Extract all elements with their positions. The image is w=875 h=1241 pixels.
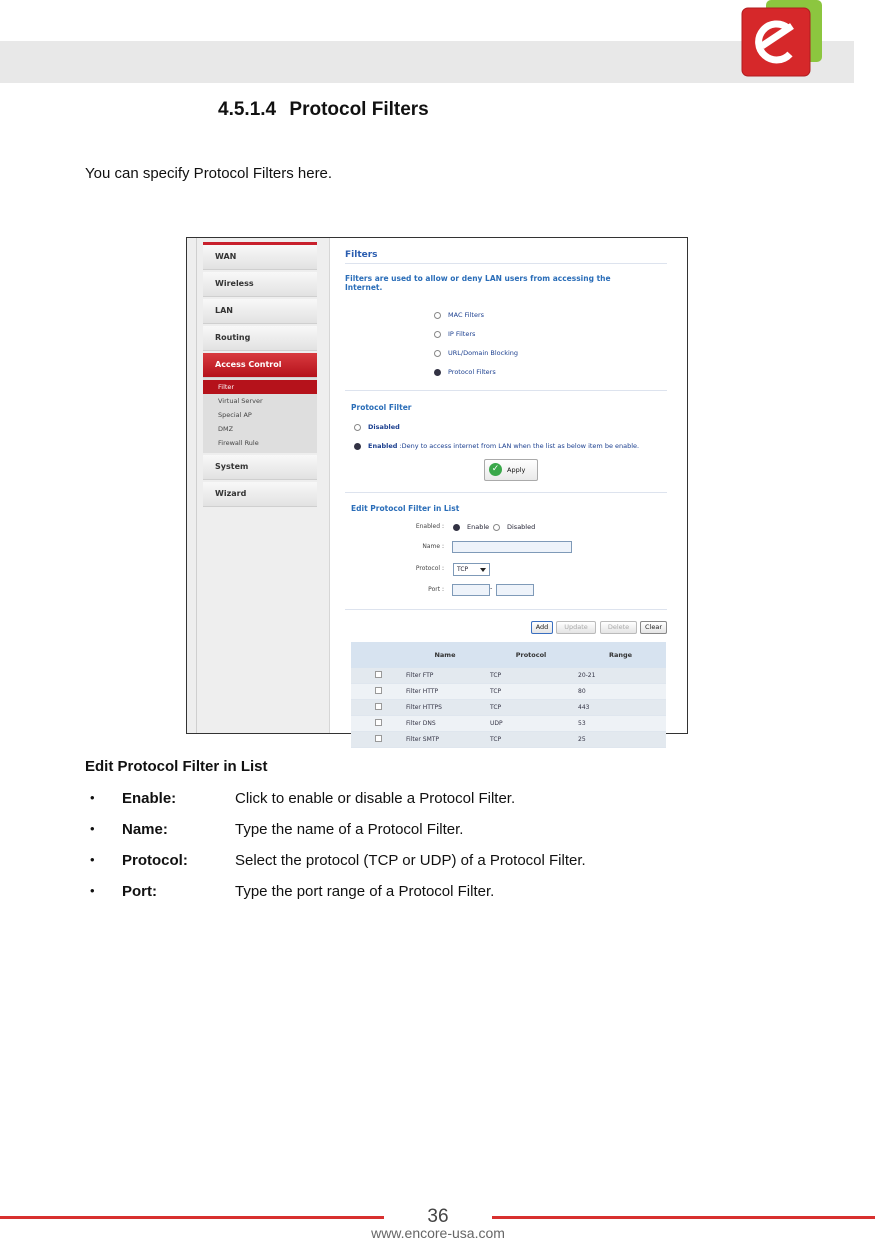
table-row — [351, 716, 666, 732]
checkbox-icon — [375, 735, 382, 742]
enabled-description: :Deny to access internet from LAN when the list as below item be enable. — [399, 442, 640, 450]
radio-label: URL/Domain Blocking — [448, 349, 519, 357]
section-title — [218, 99, 429, 121]
edit-list-heading: Edit Protocol Filter in List — [85, 758, 268, 775]
row-range: 53 — [575, 716, 666, 732]
row-protocol: TCP — [487, 668, 575, 684]
filters-title: Filters — [345, 250, 667, 264]
table-row — [351, 668, 666, 684]
divider — [345, 609, 667, 610]
radio-protocol-filters[interactable] — [434, 368, 496, 376]
footer-rule-right — [492, 1216, 875, 1219]
protocol-field-label: Protocol : — [415, 565, 444, 572]
radio-icon — [434, 350, 441, 357]
subnav — [203, 378, 317, 453]
nav-item-access-control[interactable]: Access Control — [203, 353, 317, 378]
intro-text: You can specify Protocol Filters here. — [85, 165, 333, 182]
sidebar-rule — [196, 238, 197, 733]
update-button[interactable]: Update — [556, 621, 596, 634]
row-protocol: UDP — [487, 716, 575, 732]
row-name: Filter HTTPS — [403, 700, 487, 716]
subnav-item-special-ap[interactable]: Special AP — [218, 411, 252, 419]
section-number: 4.5.1.4 — [218, 99, 277, 120]
sidebar-rule-right — [329, 238, 330, 733]
radio-selected-icon — [434, 369, 441, 376]
port-separator: - — [490, 584, 493, 592]
row-select[interactable] — [351, 732, 403, 748]
row-range: 25 — [575, 732, 666, 748]
filters-panel — [345, 250, 667, 292]
check-icon: ✓ — [489, 463, 502, 476]
table-row — [351, 700, 666, 716]
bullet-icon: • — [90, 821, 95, 836]
nav-item-wizard[interactable]: Wizard — [203, 482, 317, 507]
radio-label: Disabled — [507, 523, 536, 531]
page-number: 36 — [427, 1206, 449, 1227]
table-row — [351, 684, 666, 700]
divider — [345, 390, 667, 391]
radio-icon — [434, 331, 441, 338]
row-name: Filter SMTP — [403, 732, 487, 748]
bullet-icon: • — [90, 883, 95, 898]
bullet-term: Enable: — [122, 790, 177, 807]
bullet-term: Protocol: — [122, 852, 188, 869]
nav-item-system[interactable]: System — [203, 455, 317, 480]
sidebar-nav — [203, 242, 317, 509]
enabled-field-label: Enabled : — [415, 523, 444, 530]
bullet-text: Select the protocol (TCP or UDP) of a Protocol Filter. — [235, 852, 586, 869]
nav-item-routing[interactable]: Routing — [203, 326, 317, 351]
bullet-text: Type the name of a Protocol Filter. — [235, 821, 464, 838]
radio-label: Enabled — [368, 442, 398, 450]
header-band — [0, 41, 854, 83]
radio-selected-icon — [453, 524, 460, 531]
filters-description: Filters are used to allow or deny LAN users from accessing the Internet. — [345, 274, 611, 292]
row-protocol: TCP — [487, 732, 575, 748]
row-range: 20-21 — [575, 668, 666, 684]
radio-pf-enabled[interactable] — [354, 442, 639, 450]
row-select[interactable] — [351, 668, 403, 684]
radio-mac-filters[interactable] — [434, 311, 484, 319]
subnav-item-dmz[interactable]: DMZ — [218, 425, 234, 433]
add-button[interactable]: Add — [531, 621, 553, 634]
checkbox-icon — [375, 671, 382, 678]
radio-label: Protocol Filters — [448, 368, 496, 376]
radio-disable[interactable] — [493, 523, 535, 531]
radio-enable[interactable] — [453, 523, 489, 531]
bullet-icon: • — [90, 852, 95, 867]
router-ui-screenshot — [186, 237, 688, 743]
radio-url-blocking[interactable] — [434, 349, 518, 357]
checkbox-icon — [375, 719, 382, 726]
checkbox-icon — [375, 687, 382, 694]
row-select[interactable] — [351, 700, 403, 716]
apply-label: Apply — [507, 466, 526, 474]
protocol-select[interactable] — [453, 563, 490, 576]
radio-pf-disabled[interactable] — [354, 423, 400, 431]
radio-selected-icon — [354, 443, 361, 450]
delete-button[interactable]: Delete — [600, 621, 637, 634]
nav-item-lan[interactable]: LAN — [203, 299, 317, 324]
row-range: 80 — [575, 684, 666, 700]
table-header-protocol: Protocol — [487, 642, 575, 668]
radio-label: IP Filters — [448, 330, 476, 338]
radio-icon — [434, 312, 441, 319]
radio-label: Enable — [467, 523, 490, 531]
apply-button[interactable] — [484, 459, 538, 481]
radio-ip-filters[interactable] — [434, 330, 475, 338]
port-start-input[interactable] — [452, 584, 493, 596]
filter-table — [351, 642, 666, 748]
protocol-value: TCP — [457, 566, 469, 573]
radio-label: MAC Filters — [448, 311, 485, 319]
divider — [345, 492, 667, 493]
subnav-item-firewall-rule[interactable]: Firewall Rule — [218, 439, 259, 447]
radio-label: Disabled — [368, 423, 400, 431]
port-end-input[interactable] — [496, 584, 534, 596]
radio-icon — [493, 524, 500, 531]
clear-button[interactable]: Clear — [640, 621, 667, 634]
row-range: 443 — [575, 700, 666, 716]
table-header-select — [351, 642, 403, 668]
subnav-item-virtual-server[interactable]: Virtual Server — [218, 397, 263, 405]
footer-rule-left — [0, 1216, 384, 1219]
bullet-text: Type the port range of a Protocol Filter. — [235, 883, 495, 900]
row-select[interactable] — [351, 716, 403, 732]
name-field-label: Name : — [422, 543, 444, 550]
radio-icon — [354, 424, 361, 431]
row-select[interactable] — [351, 684, 403, 700]
row-name: Filter HTTP — [403, 684, 487, 700]
table-header-range: Range — [575, 642, 666, 668]
subnav-item-filter[interactable]: Filter — [203, 380, 317, 394]
table-header-name: Name — [403, 642, 487, 668]
bullet-text: Click to enable or disable a Protocol Filter. — [235, 790, 516, 807]
bullet-term: Port: — [122, 883, 157, 900]
checkbox-icon — [375, 703, 382, 710]
nav-item-wan[interactable]: WAN — [203, 245, 317, 270]
chevron-down-icon — [480, 568, 486, 572]
table-row — [351, 732, 666, 748]
row-name: Filter DNS — [403, 716, 487, 732]
edit-list-title: Edit Protocol Filter in List — [351, 504, 460, 513]
row-protocol: TCP — [487, 684, 575, 700]
bullet-term: Name: — [122, 821, 168, 838]
row-protocol: TCP — [487, 700, 575, 716]
protocol-filter-title: Protocol Filter — [351, 403, 412, 412]
name-input[interactable] — [452, 541, 572, 553]
bullet-icon: • — [90, 790, 95, 805]
encore-logo-icon — [740, 0, 826, 78]
section-title-text: Protocol Filters — [289, 99, 429, 120]
port-field-label: Port : — [428, 586, 444, 593]
footer-url[interactable]: www.encore-usa.com — [371, 1225, 505, 1241]
nav-item-wireless[interactable]: Wireless — [203, 272, 317, 297]
row-name: Filter FTP — [403, 668, 487, 684]
